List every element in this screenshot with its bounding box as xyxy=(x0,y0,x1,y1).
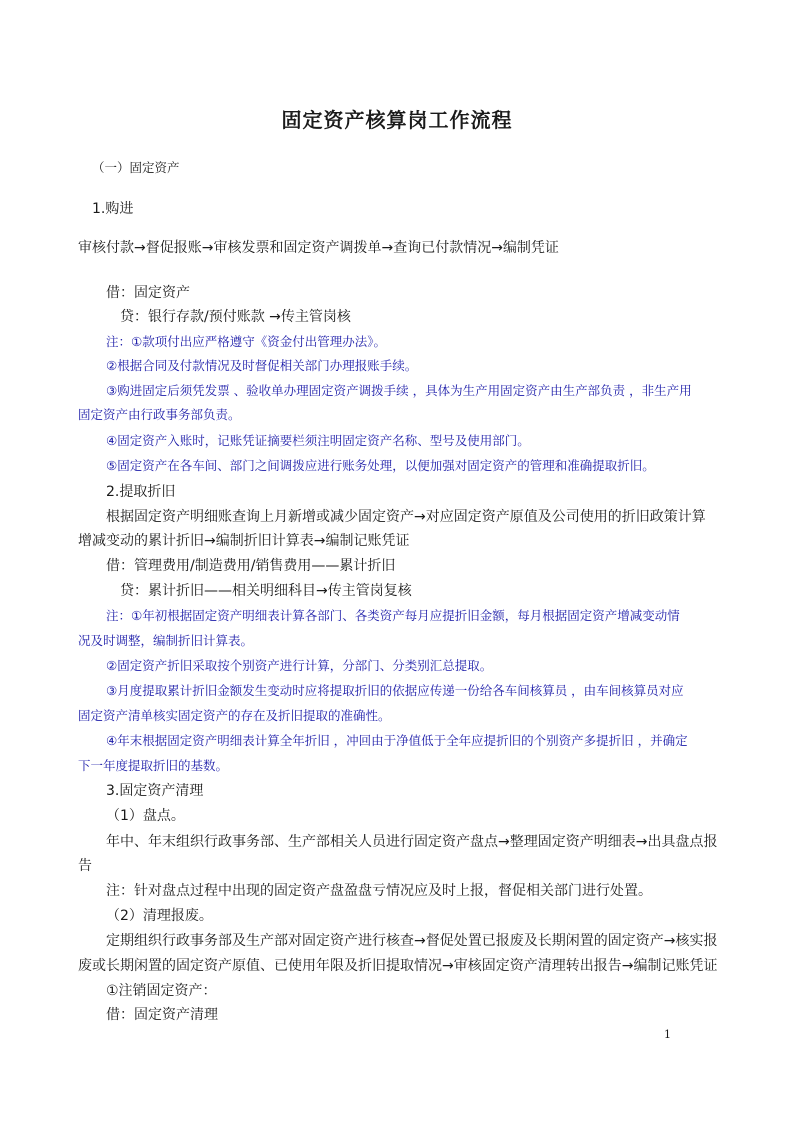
inventory-note: 注：针对盘点过程中出现的固定资产盘盈盘亏情况应及时上报，督促相关部门进行处置。 xyxy=(106,883,652,899)
purchase-flow: 审核付款→督促报账→审核发票和固定资产调拨单→查询已付款情况→编制凭证 xyxy=(78,240,559,256)
disposal-debit: 借：固定资产清理 xyxy=(106,1007,218,1023)
depreciation-flow-a: 根据固定资产明细账查询上月新增或减少固定资产→对应固定资产原值及公司使用的折旧政策计算 xyxy=(106,509,706,525)
scrap-subheading: （2）清理报废。 xyxy=(106,908,213,924)
depreciation-note-3a: ③月度提取累计折旧金额发生变动时应将提取折旧的依据应传递一份给各车间核算员 ，由车间核算员对应 xyxy=(106,683,684,698)
purchase-note-3a: ③购进固定后须凭发票 、验收单办理固定资产调拨手续 ，具体为生产用固定资产由生产部负责 ，非生产用 xyxy=(106,383,692,398)
depreciation-note-3b: 固定资产清单核实固定资产的存在及折旧提取的准确性。 xyxy=(78,708,391,723)
depreciation-note-4a: ④年末根据固定资产明细表计算全年折旧 ，冲回由于净值低于全年应提折旧的个别资产多提折旧 ，并确定 xyxy=(106,733,688,748)
purchase-note-4: ④固定资产入账时，记账凭证摘要栏须注明固定资产名称、型号及使用部门。 xyxy=(106,433,530,448)
inventory-flow-b: 告 xyxy=(78,858,92,874)
section-heading: （一）固定资产 xyxy=(92,160,180,175)
heading-purchase: 1.购进 xyxy=(92,201,134,217)
cancel-asset-label: ①注销固定资产： xyxy=(106,983,217,999)
purchase-credit: 贷：银行存款/预付账款 →传主管岗核 xyxy=(120,309,351,325)
inventory-subheading: （1）盘点。 xyxy=(106,808,185,824)
purchase-debit: 借：固定资产 xyxy=(106,285,190,301)
purchase-note-1: 注：①款项付出应严格遵守《资金付出管理办法》。 xyxy=(106,334,386,349)
scrap-flow-b: 废或长期闲置的固定资产原值、已使用年限及折旧提取情况→审核固定资产清理转出报告→编制记账凭证 xyxy=(78,958,718,974)
purchase-note-3b: 固定资产由行政事务部负责。 xyxy=(78,407,241,422)
depreciation-note-2: ②固定资产折旧采取按个别资产进行计算，分部门、分类别汇总提取。 xyxy=(106,658,493,673)
depreciation-credit: 贷：累计折旧——相关明细科目→传主管岗复核 xyxy=(120,583,412,599)
page-title: 固定资产核算岗工作流程 xyxy=(281,108,513,132)
depreciation-flow-b: 增减变动的累计折旧→编制折旧计算表→编制记账凭证 xyxy=(78,533,410,549)
depreciation-note-4b: 下一年度提取折旧的基数。 xyxy=(78,758,229,773)
depreciation-debit: 借：管理费用/制造费用/销售费用——累计折旧 xyxy=(106,558,396,574)
purchase-note-5: ⑤固定资产在各车间、部门之间调拨应进行账务处理，以便加强对固定资产的管理和准确提取折旧。 xyxy=(106,458,655,473)
purchase-note-2: ②根据合同及付款情况及时督促相关部门办理报账手续。 xyxy=(106,358,418,373)
heading-depreciation: 2.提取折旧 xyxy=(106,484,176,500)
scrap-flow-a: 定期组织行政事务部及生产部对固定资产进行核查→督促处置已报废及长期闲置的固定资产→核实报 xyxy=(106,933,718,949)
heading-disposal: 3.固定资产清理 xyxy=(106,783,204,799)
page-number: 1 xyxy=(664,1028,671,1041)
depreciation-note-1b: 况及时调整，编制折旧计算表。 xyxy=(78,633,254,648)
inventory-flow-a: 年中、年末组织行政事务部、生产部相关人员进行固定资产盘点→整理固定资产明细表→出具盘点报 xyxy=(106,834,718,850)
depreciation-note-1a: 注：①年初根据固定资产明细表计算各部门、各类资产每月应提折旧金额，每月根据固定资产增减变动情 xyxy=(106,608,680,623)
